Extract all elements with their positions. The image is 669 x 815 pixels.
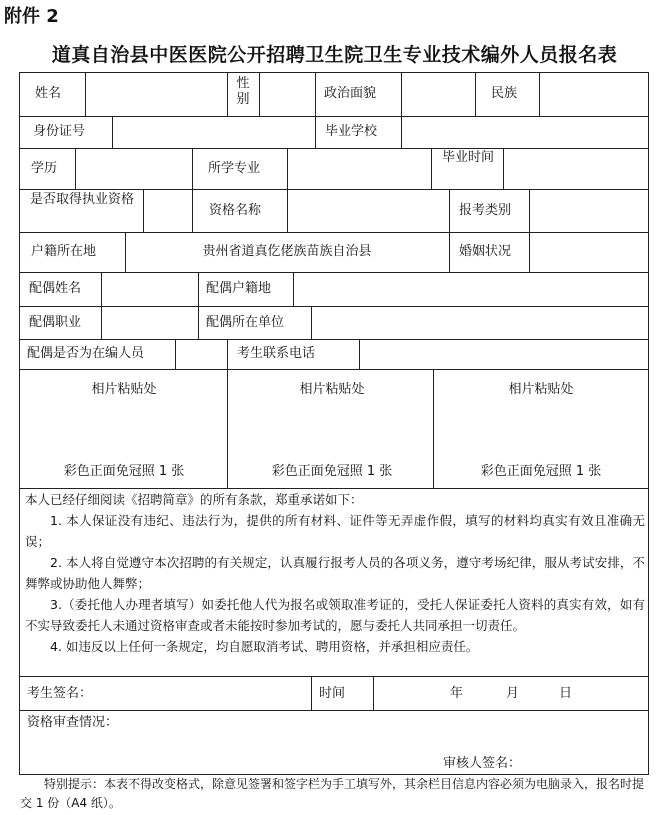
exam-category-label: 报考类别 (459, 203, 512, 218)
education-field[interactable] (76, 149, 191, 188)
household-registration-value[interactable]: 贵州省道真仡佬族苗族自治县 (202, 244, 372, 259)
date-month-label: 月 (506, 686, 520, 701)
table-col-divider (449, 232, 450, 272)
spouse-occupation-label: 配偶职业 (29, 315, 82, 330)
pledge-item: 2. 本人将自觉遵守本次招聘的有关规定，认真履行报考人员的各项义务，遵守考场纪律，服从考试安排，不舞弊或协助他人舞弊； (25, 555, 645, 591)
political-status-field[interactable] (402, 73, 474, 115)
photo-slot-label: 相片粘贴处 (91, 382, 157, 397)
spouse-household-field[interactable] (294, 273, 647, 305)
photo-slot-label: 相片粘贴处 (299, 382, 365, 397)
major-label: 所学专业 (208, 161, 261, 176)
household-registration-label: 户籍所在地 (31, 244, 97, 259)
graduate-school-field[interactable] (402, 117, 647, 147)
pledge-item: 1. 本人保证没有违纪、违法行为，提供的所有材料、证件等无弄虚作假，填写的材料均真实有效且准确无误； (25, 513, 645, 549)
political-status-label: 政治面貌 (324, 86, 377, 101)
gender-field[interactable] (260, 73, 314, 115)
table-border-right (648, 72, 649, 775)
review-status-field[interactable] (20, 732, 647, 754)
table-col-divider (198, 306, 199, 339)
phone-label: 考生联系电话 (237, 346, 316, 361)
table-col-divider (227, 339, 228, 369)
reviewer-signature-label: 审核人签名： (443, 756, 522, 771)
name-label: 姓名 (35, 86, 62, 101)
table-row-divider (19, 710, 649, 711)
pledge-intro: 本人已经仔细阅读《招聘简章》的所有条款，郑重承诺如下： (25, 492, 363, 507)
pledge-item: 4. 如违反以上任何一条规定，均自愿取消考试、聘用资格，并承担相应责任。 (50, 639, 479, 654)
table-col-divider (315, 72, 316, 116)
gender-label: 性别 (236, 76, 250, 107)
photo-slot-caption: 彩色正面免冠照 1 张 (271, 464, 393, 479)
registration-form (19, 72, 649, 775)
special-note: 特别提示：本表不得改变格式，除意见签署和签字栏为手工填写外，其余栏目信息内容必须为电脑录入，报名时提交 1 份（A4 纸）。 (20, 777, 645, 810)
candidate-signature-label: 考生签名： (27, 686, 93, 701)
annex-label: 附件 2 (4, 6, 59, 27)
photo-slot-1[interactable] (20, 370, 227, 488)
table-col-divider (227, 72, 228, 116)
table-col-divider (198, 272, 199, 306)
id-number-field[interactable] (113, 117, 314, 147)
education-label: 学历 (31, 161, 58, 176)
spouse-staff-status-label: 配偶是否为在编人员 (27, 346, 145, 361)
major-field[interactable] (288, 149, 430, 188)
phone-field[interactable] (360, 340, 647, 368)
spouse-name-label: 配偶姓名 (29, 281, 82, 296)
spouse-name-field[interactable] (102, 273, 197, 305)
table-col-divider (311, 676, 312, 710)
photo-slot-2[interactable] (228, 370, 433, 488)
table-col-divider (192, 148, 193, 189)
photo-slot-3[interactable] (434, 370, 648, 488)
table-col-divider (192, 189, 193, 232)
pledge-item: 3.（委托他人办理者填写）如委托他人代为报名或领取准考证的，受托人保证委托人资料的真实有效，如有不实导致委托人未通过资格审查或者未能按时参加考试的，愿与委托人共同承担一切责任。 (25, 597, 645, 633)
form-title: 道真自治县中医医院公开招聘卫生院卫生专业技术编外人员报名表 (51, 44, 618, 66)
id-number-label: 身份证号 (33, 124, 86, 139)
ethnicity-field[interactable] (540, 73, 647, 115)
spouse-employer-field[interactable] (312, 307, 647, 338)
photo-slot-caption: 彩色正面免冠照 1 张 (63, 464, 185, 479)
pledge-section (25, 489, 645, 657)
graduation-time-field[interactable] (504, 149, 647, 188)
photo-slot-caption: 彩色正面免冠照 1 张 (480, 464, 602, 479)
marital-status-field[interactable] (530, 233, 647, 271)
photo-slot-label: 相片粘贴处 (508, 382, 574, 397)
license-status-label: 是否取得执业资格 (29, 192, 134, 207)
spouse-occupation-field[interactable] (102, 307, 197, 338)
qualification-name-field[interactable] (288, 190, 448, 231)
exam-category-field[interactable] (530, 190, 647, 231)
candidate-signature-field[interactable] (99, 677, 310, 709)
date-day-label: 日 (559, 686, 573, 701)
table-col-divider (315, 116, 316, 148)
date-label: 时间 (319, 686, 346, 701)
ethnicity-label: 民族 (491, 86, 518, 101)
spouse-household-label: 配偶户籍地 (206, 281, 272, 296)
reviewer-signature-field[interactable] (535, 754, 645, 774)
graduate-school-label: 毕业学校 (325, 124, 378, 139)
table-col-divider (431, 148, 432, 189)
marital-status-label: 婚姻状况 (459, 244, 512, 259)
table-col-divider (475, 72, 476, 116)
date-year-label: 年 (450, 686, 464, 701)
spouse-employer-label: 配偶所在单位 (206, 315, 285, 330)
review-status-label: 资格审查情况： (27, 715, 119, 730)
license-status-field[interactable] (144, 190, 191, 231)
table-col-divider (449, 189, 450, 232)
name-field[interactable] (86, 73, 226, 115)
graduation-time-label: 毕业时间 (441, 150, 494, 165)
qualification-name-label: 资格名称 (209, 203, 262, 218)
spouse-staff-status-field[interactable] (176, 340, 226, 368)
